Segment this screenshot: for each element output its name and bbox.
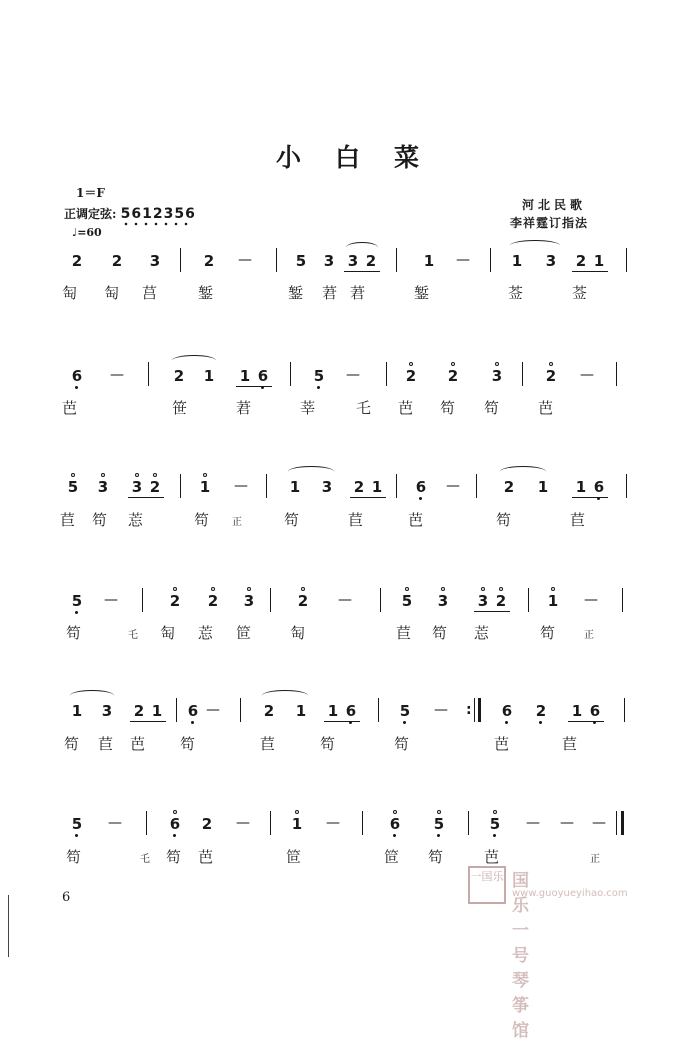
note: 6 [415, 478, 427, 496]
tab-symbol: 笱 [320, 735, 336, 753]
dash: — [338, 592, 352, 608]
tab-symbol: 芭 [130, 735, 146, 753]
note: 1 [537, 478, 549, 496]
final-bar-line [621, 811, 624, 835]
note: 3 [149, 252, 161, 270]
note: 5 [401, 592, 413, 610]
tab-symbol: 錾 [288, 284, 304, 302]
tab-symbol: 笸 [384, 848, 400, 866]
dash: — [110, 367, 124, 383]
tab-symbol: 笸 [236, 624, 252, 642]
genre-label: 河北民歌 [522, 198, 587, 212]
note: 5 [71, 815, 83, 833]
note: 1 [511, 252, 523, 270]
tuning-label: 正调定弦: [64, 207, 117, 221]
dash: — [326, 815, 340, 831]
tab-symbol: 匋 [160, 624, 176, 642]
note: 6 [187, 702, 199, 720]
note: 3 [101, 702, 113, 720]
tab-symbol: 錾 [198, 284, 214, 302]
note: 3 [97, 478, 109, 496]
note: 2 [503, 478, 515, 496]
dash: — [592, 815, 606, 831]
note: 2 [201, 815, 213, 833]
note: 1 [239, 367, 251, 385]
note: 3 [545, 252, 557, 270]
bar-line [616, 811, 617, 835]
note: 2 [353, 478, 365, 496]
tab-symbol: 笱 [432, 624, 448, 642]
tab-symbol: 笸 [286, 848, 302, 866]
note: 6 [593, 478, 605, 496]
tab-symbol: 笱 [64, 735, 80, 753]
tab-symbol: 笱 [496, 511, 512, 529]
tab-symbol: 正 [232, 517, 242, 528]
tab-symbol: 苣 [98, 735, 114, 753]
tab-symbol: 笱 [66, 624, 82, 642]
tempo-marking: ♩=60 [72, 226, 102, 239]
tab-symbol: 莙 [236, 399, 252, 417]
note: 3 [491, 367, 503, 385]
note: 3 [323, 252, 335, 270]
dash: — [560, 815, 574, 831]
dash: — [104, 592, 118, 608]
tab-symbol: 芭 [62, 399, 78, 417]
note: 2 [405, 367, 417, 385]
dash: — [526, 815, 540, 831]
dash: — [108, 815, 122, 831]
dash: — [580, 367, 594, 383]
note: 2 [149, 478, 161, 496]
note: 2 [263, 702, 275, 720]
tab-symbol: 芭 [484, 848, 500, 866]
note: 3 [347, 252, 359, 270]
tab-symbol: 苣 [570, 511, 586, 529]
note: 6 [589, 702, 601, 720]
note: 2 [203, 252, 215, 270]
note: 3 [131, 478, 143, 496]
note: 6 [501, 702, 513, 720]
watermark-name: 国乐一号琴筝馆 [512, 871, 530, 1041]
note: 2 [207, 592, 219, 610]
tab-symbol: 莣 [474, 624, 490, 642]
note: 5 [399, 702, 411, 720]
tab-symbol: 笱 [66, 848, 82, 866]
note: 5 [489, 815, 501, 833]
note: 2 [365, 252, 377, 270]
tab-symbol: 笱 [284, 511, 300, 529]
note: 2 [173, 367, 185, 385]
bar-line [468, 811, 469, 835]
tab-symbol: 笱 [180, 735, 196, 753]
note: 6 [345, 702, 357, 720]
tab-symbol: 莣 [198, 624, 214, 642]
tab-symbol: 芭 [198, 848, 214, 866]
note: 2 [71, 252, 83, 270]
tab-symbol: 笱 [428, 848, 444, 866]
note: 3 [321, 478, 333, 496]
tab-symbol: 莙 [322, 284, 338, 302]
tab-symbol: 匋 [104, 284, 120, 302]
dash: — [456, 252, 470, 268]
tab-symbol: 莶 [572, 284, 588, 302]
tab-symbol: 莒 [142, 284, 158, 302]
note: 2 [545, 367, 557, 385]
note: 5 [67, 478, 79, 496]
tab-symbol: 笱 [194, 511, 210, 529]
tab-symbol: 芭 [494, 735, 510, 753]
note: 3 [243, 592, 255, 610]
note: 6 [169, 815, 181, 833]
note: 5 [295, 252, 307, 270]
note: 1 [71, 702, 83, 720]
note: 2 [169, 592, 181, 610]
note: 1 [571, 702, 583, 720]
note: 3 [437, 592, 449, 610]
tab-symbol: 莘 [300, 399, 316, 417]
tab-symbol: 正 [584, 630, 594, 641]
note: 2 [575, 252, 587, 270]
note: 1 [151, 702, 163, 720]
tab-symbol: 笱 [394, 735, 410, 753]
note: 5 [313, 367, 325, 385]
tab-symbol: 乇 [128, 630, 138, 641]
tab-symbol: 苣 [396, 624, 412, 642]
note: 1 [593, 252, 605, 270]
dash: — [236, 815, 250, 831]
key-signature: 1＝F [76, 186, 105, 200]
tab-symbol: 苣 [562, 735, 578, 753]
dash: — [206, 702, 220, 718]
note: 2 [447, 367, 459, 385]
bar-line [362, 811, 363, 835]
note: 2 [495, 592, 507, 610]
dash: — [446, 478, 460, 494]
dash: — [346, 367, 360, 383]
dash: — [238, 252, 252, 268]
note: 1 [289, 478, 301, 496]
tab-symbol: 匋 [290, 624, 306, 642]
tab-symbol: 莣 [128, 511, 144, 529]
tab-symbol: 莙 [350, 284, 366, 302]
note: 1 [295, 702, 307, 720]
tab-symbol: 笱 [440, 399, 456, 417]
note: 2 [535, 702, 547, 720]
note: 1 [575, 478, 587, 496]
page-title: 小白菜 [275, 143, 453, 172]
note: 5 [71, 592, 83, 610]
note: 1 [199, 478, 211, 496]
note: 1 [327, 702, 339, 720]
repeat-dots: : [466, 702, 472, 718]
dash: — [434, 702, 448, 718]
note: 1 [547, 592, 559, 610]
tab-symbol: 芭 [398, 399, 414, 417]
note: 1 [371, 478, 383, 496]
note: 5 [433, 815, 445, 833]
tab-symbol: 乇 [356, 399, 372, 417]
tab-symbol: 匋 [62, 284, 78, 302]
credit-label: 李祥霆订指法 [510, 216, 589, 230]
tab-symbol: 錾 [414, 284, 430, 302]
tuning-notes: 5612356 [120, 206, 196, 222]
seal-logo: 一国乐 [468, 866, 506, 904]
tab-symbol: 笱 [92, 511, 108, 529]
tab-symbol: 莶 [508, 284, 524, 302]
tab-symbol: 笱 [166, 848, 182, 866]
tab-symbol: 正 [590, 854, 600, 865]
tab-symbol: 苣 [260, 735, 276, 753]
note: 1 [423, 252, 435, 270]
watermark-url: www.guoyueyihao.com [512, 888, 628, 899]
bar-line [146, 811, 147, 835]
note: 2 [297, 592, 309, 610]
margin-line [8, 895, 9, 957]
bar-line [270, 811, 271, 835]
note: 3 [477, 592, 489, 610]
dash: — [234, 478, 248, 494]
note: 2 [111, 252, 123, 270]
tab-symbol: 笱 [484, 399, 500, 417]
tab-symbol: 苣 [348, 511, 364, 529]
tab-symbol: 乇 [140, 854, 150, 865]
note: 6 [71, 367, 83, 385]
note: 1 [203, 367, 215, 385]
dash: — [584, 592, 598, 608]
tab-symbol: 笹 [172, 399, 188, 417]
note: 2 [133, 702, 145, 720]
note: 6 [389, 815, 401, 833]
tab-symbol: 苣 [60, 511, 76, 529]
tab-symbol: 笱 [540, 624, 556, 642]
tab-symbol: 芭 [538, 399, 554, 417]
page-number: 6 [62, 890, 71, 905]
note: 6 [257, 367, 269, 385]
tab-symbol: 芭 [408, 511, 424, 529]
note: 1 [291, 815, 303, 833]
